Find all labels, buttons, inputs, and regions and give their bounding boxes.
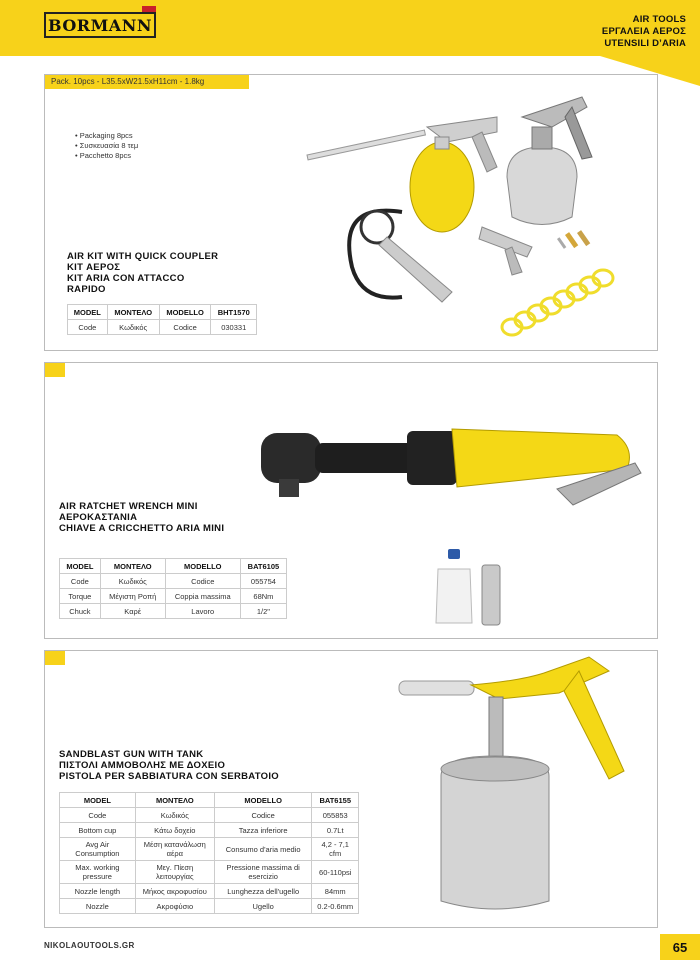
panel-tag bbox=[45, 651, 65, 665]
yellow-cup bbox=[410, 142, 474, 232]
spec-table bbox=[67, 304, 257, 335]
table-cell: Chuck bbox=[60, 604, 101, 619]
table-header: ΜΟΝΤΕΛΟ bbox=[135, 793, 214, 808]
table-row bbox=[60, 861, 359, 884]
table-cell: Code bbox=[60, 808, 136, 823]
table-cell: Κωδικός bbox=[107, 320, 159, 335]
product-title-it: PISTOLA PER SABBIATURA CON SERBATOIO bbox=[59, 771, 279, 782]
spec-table bbox=[59, 792, 359, 914]
table-cell: 1/2" bbox=[240, 604, 286, 619]
spray-gun-head bbox=[532, 127, 552, 149]
product-title-gr: ΠΙΣΤΟΛΙ ΑΜΜΟΒΟΛΗΣ ΜΕ ΔΟΧΕΙΟ bbox=[59, 760, 226, 771]
table-row bbox=[60, 899, 359, 914]
product-panel-air-kit bbox=[44, 74, 658, 351]
table-cell: Ακροφύσιο bbox=[135, 899, 214, 914]
section-title-gr: ΕΡΓΑΛΕΙΑ ΑΕΡΟΣ bbox=[601, 26, 686, 37]
table-cell: Μεγ. Πίεση λειτουργίας bbox=[135, 861, 214, 884]
table-cell: Ugello bbox=[214, 899, 312, 914]
table-cell: 0.2-0.6mm bbox=[312, 899, 359, 914]
table-cell: Κωδικός bbox=[135, 808, 214, 823]
adapter-brass bbox=[565, 232, 578, 248]
table-cell: Μέση κατανάλωση αέρα bbox=[135, 838, 214, 861]
oil-bottle-and-coupler-image bbox=[430, 549, 510, 629]
sandblast-gun-handle bbox=[564, 671, 624, 779]
table-row bbox=[60, 589, 287, 604]
table-cell: Codice bbox=[214, 808, 312, 823]
logo-flag bbox=[142, 6, 156, 12]
table-cell: Avg Air Consumption bbox=[60, 838, 136, 861]
table-cell: Codice bbox=[165, 574, 240, 589]
table-row bbox=[60, 574, 287, 589]
table-cell: 055853 bbox=[312, 808, 359, 823]
spray-gun-handle bbox=[565, 107, 592, 159]
table-cell: Lavoro bbox=[165, 604, 240, 619]
table-cell: Καρέ bbox=[100, 604, 165, 619]
oil-bottle bbox=[436, 569, 472, 623]
quick-coupler bbox=[482, 565, 500, 625]
panel-tag bbox=[45, 363, 65, 377]
product-panel-sandblast bbox=[44, 650, 658, 928]
table-cell: Κάτω δοχείο bbox=[135, 823, 214, 838]
table-cell: Codice bbox=[159, 320, 211, 335]
table-cell: 0.7Lt bbox=[312, 823, 359, 838]
table-row bbox=[60, 823, 359, 838]
table-cell: Nozzle bbox=[60, 899, 136, 914]
table-row bbox=[68, 320, 257, 335]
table-header: MODELLO bbox=[165, 559, 240, 574]
table-row bbox=[60, 884, 359, 899]
section-titles bbox=[602, 14, 686, 50]
table-cell: Coppia massima bbox=[165, 589, 240, 604]
table-cell: Tazza inferiore bbox=[214, 823, 312, 838]
table-header: BAT6155 bbox=[312, 793, 359, 808]
product-title-en: SANDBLAST GUN WITH TANK bbox=[59, 749, 204, 760]
ratchet-head bbox=[261, 433, 321, 483]
table-cell: Κωδικός bbox=[100, 574, 165, 589]
coil-hose bbox=[502, 270, 613, 335]
bullet-it: • Pacchetto 8pcs bbox=[75, 151, 131, 160]
blow-gun-handle bbox=[472, 132, 497, 172]
ratchet-wrench-image bbox=[257, 419, 647, 519]
table-cell: 60-110psi bbox=[312, 861, 359, 884]
sandblast-tank-lid bbox=[441, 757, 549, 781]
footer-url: NIKOLAOUTOOLS.GR bbox=[44, 941, 135, 950]
spray-gun-cup bbox=[507, 147, 577, 225]
table-header: MODELLO bbox=[214, 793, 312, 808]
product-title bbox=[67, 251, 218, 295]
table-header: MODELLO bbox=[159, 305, 211, 320]
product-title bbox=[59, 749, 279, 782]
pack-info: Pack. 10pcs - L35.5xW21.5xH11cm - 1.8kg bbox=[45, 75, 249, 89]
table-row bbox=[60, 838, 359, 861]
table-cell: 055754 bbox=[240, 574, 286, 589]
table-cell: Nozzle length bbox=[60, 884, 136, 899]
table-cell: 68Nm bbox=[240, 589, 286, 604]
cup-connector bbox=[435, 137, 449, 149]
product-title-it-2: RAPIDO bbox=[67, 284, 106, 295]
table-cell: Lunghezza dell'ugello bbox=[214, 884, 312, 899]
brand-logo-text: BORMANN bbox=[48, 15, 152, 35]
table-header: MODEL bbox=[68, 305, 108, 320]
table-header: ΜΟΝΤΕΛΟ bbox=[107, 305, 159, 320]
bullet-gr: • Συσκευασία 8 τεμ bbox=[75, 141, 139, 150]
product-title-en: AIR KIT WITH QUICK COUPLER bbox=[67, 251, 219, 262]
table-cell: Torque bbox=[60, 589, 101, 604]
packaging-bullets bbox=[75, 131, 138, 161]
table-header: BAT6105 bbox=[240, 559, 286, 574]
table-header-row bbox=[68, 305, 257, 320]
adapter-brass bbox=[577, 230, 590, 246]
product-title-gr: ΑΕΡΟΚΑΣΤΑΝΙΑ bbox=[59, 512, 138, 523]
product-title bbox=[59, 501, 224, 534]
blow-gun-nozzle bbox=[307, 130, 425, 160]
table-row bbox=[60, 808, 359, 823]
ratchet-square-drive bbox=[279, 479, 299, 497]
product-title-gr: KIT ΑΕΡΟΣ bbox=[67, 262, 121, 273]
table-cell: 4,2 - 7,1 cfm bbox=[312, 838, 359, 861]
spec-table bbox=[59, 558, 287, 619]
ratchet-collar bbox=[407, 431, 457, 485]
table-row bbox=[60, 604, 287, 619]
table-cell: Μήκος ακροφυσίου bbox=[135, 884, 214, 899]
adapter-needle bbox=[557, 237, 566, 249]
air-kit-image bbox=[307, 87, 637, 347]
sandblast-gun-image bbox=[399, 651, 639, 923]
table-header: MODEL bbox=[60, 559, 101, 574]
product-title-it: CHIAVE A CRICCHETTO ARIA MINI bbox=[59, 523, 225, 534]
table-cell: Pressione massima di esercizio bbox=[214, 861, 312, 884]
table-header: MODEL bbox=[60, 793, 136, 808]
section-title-en: AIR TOOLS bbox=[632, 14, 686, 25]
table-header: ΜΟΝΤΕΛΟ bbox=[100, 559, 165, 574]
product-panel-ratchet bbox=[44, 362, 658, 639]
page-number: 65 bbox=[660, 934, 700, 960]
product-title-it: KIT ARIA CON ATTACCO bbox=[67, 273, 185, 284]
section-title-it: UTENSILI D’ARIA bbox=[604, 38, 686, 49]
table-header: BHT1570 bbox=[211, 305, 257, 320]
table-cell: Μέγιστη Ροπή bbox=[100, 589, 165, 604]
table-cell: Consumo d'aria medio bbox=[214, 838, 312, 861]
table-cell: Max. working pressure bbox=[60, 861, 136, 884]
table-cell: Code bbox=[60, 574, 101, 589]
table-cell: 030331 bbox=[211, 320, 257, 335]
ratchet-neck bbox=[315, 443, 415, 473]
table-header-row bbox=[60, 559, 287, 574]
sandblast-nozzle bbox=[399, 681, 474, 695]
table-cell: Bottom cup bbox=[60, 823, 136, 838]
gauge-body bbox=[379, 237, 452, 302]
table-cell: Code bbox=[68, 320, 108, 335]
table-cell: 84mm bbox=[312, 884, 359, 899]
product-title-en: AIR RATCHET WRENCH MINI bbox=[59, 501, 198, 512]
bullet-en: • Packaging 8pcs bbox=[75, 131, 133, 140]
brand-logo bbox=[44, 12, 156, 38]
bottle-cap bbox=[448, 549, 460, 559]
table-header-row bbox=[60, 793, 359, 808]
